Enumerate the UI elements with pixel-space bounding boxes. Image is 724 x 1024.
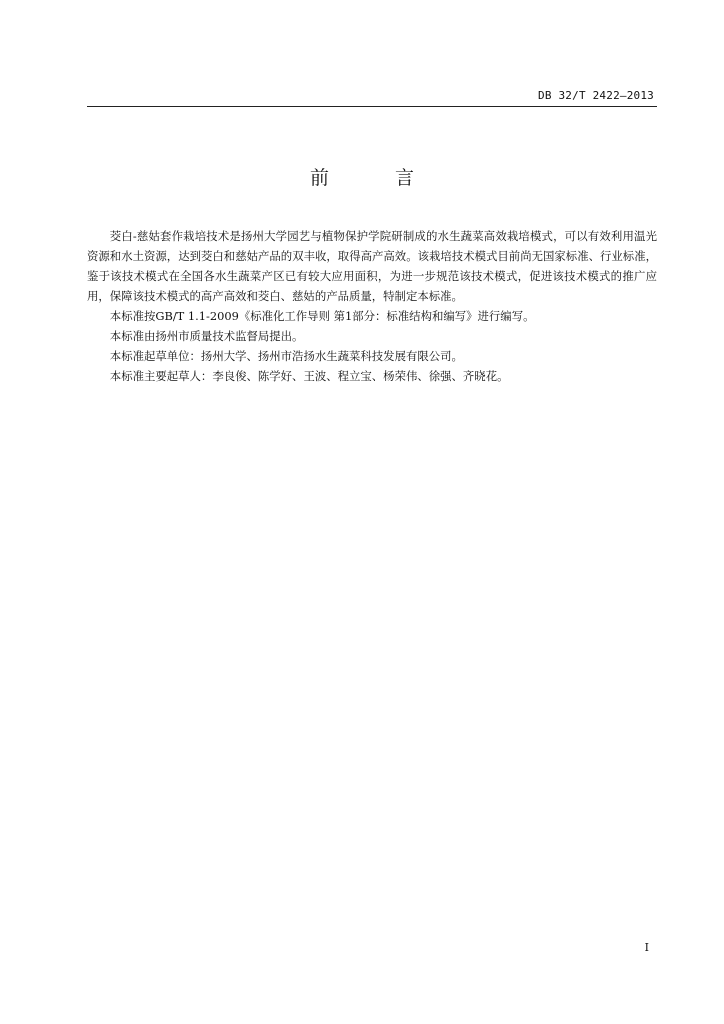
paragraph-drafting-rules: 本标准按GB/T 1.1-2009《标准化工作导则 第1部分：标准结构和编写》进行编写。 — [109, 309, 535, 323]
paragraph-intro: 茭白-慈姑套作栽培技术是扬州大学园艺与植物保护学院研制成的水生蔬菜高效栽培模式，可以有效利用温光资源和水土资源，达到茭白和慈姑产品的双丰收，取得高产高效。该栽培技术模式目前尚无国家标准、行业标准，鉴于该技术模式在全国各水生蔬菜产区已有较大应用面积，为进一步规范该技术模式，促进该技术模式的推广应用，保障该技术模式的高产高效和茭白、慈姑的产品质量，特制定本标准。 — [87, 229, 657, 303]
paragraph-drafters: 本标准主要起草人：李良俊、陈学好、王波、程立宝、杨荣伟、徐强、齐晓花。 — [109, 369, 509, 383]
page-number: I — [644, 941, 649, 954]
foreword-body — [87, 226, 657, 386]
standard-code: DB 32/T 2422—2013 — [538, 89, 654, 102]
paragraph-proposer: 本标准由扬州市质量技术监督局提出。 — [109, 329, 304, 343]
header-rule — [87, 106, 657, 107]
paragraph-drafting-units: 本标准起草单位：扬州大学、扬州市浩扬水生蔬菜科技发展有限公司。 — [109, 349, 463, 363]
section-heading: 前 言 — [309, 167, 445, 189]
